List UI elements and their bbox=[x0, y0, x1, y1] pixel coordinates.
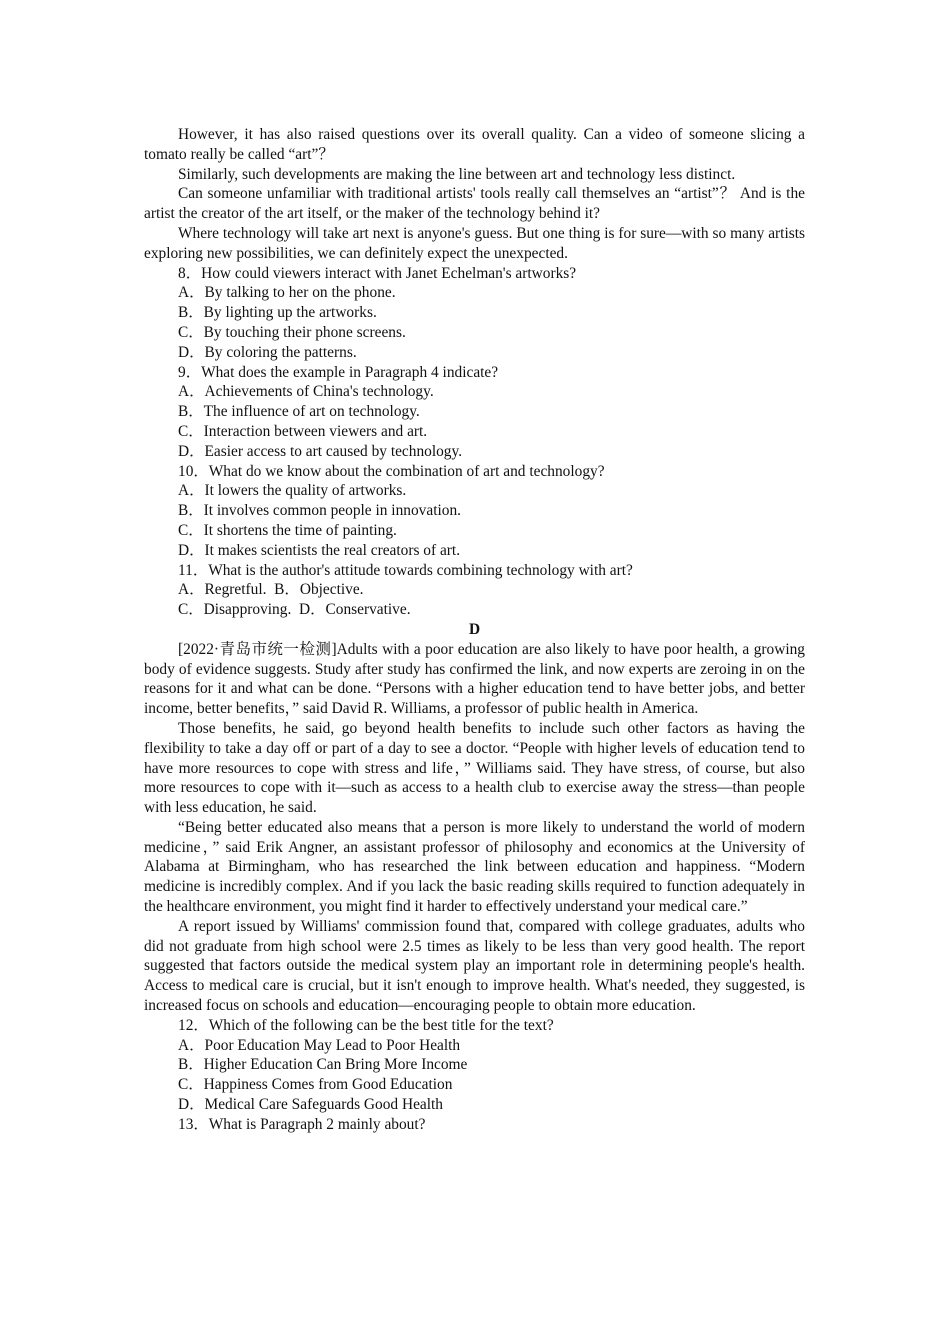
answer-option[interactable]: B．The influence of art on technology. bbox=[178, 403, 420, 421]
answer-option[interactable]: A．Achievements of China's technology. bbox=[178, 383, 434, 401]
question-stem: 8．How could viewers interact with Janet Echelman's artworks? bbox=[178, 264, 577, 282]
passage-paragraph: Can someone unfamiliar with traditional artists' tools really call themselves an “artist”？ And is the artist the creator of the art itself, or the maker of the technology behind it? bbox=[144, 185, 805, 223]
answer-option[interactable]: C．Interaction between viewers and art. bbox=[178, 422, 428, 440]
question-stem: 10．What do we know about the combination of art and technology? bbox=[178, 462, 605, 480]
passage-paragraph: However, it has also raised questions over its overall quality. Can a video of someone slicing a tomato really be called “art”？ bbox=[144, 126, 805, 163]
answer-option[interactable]: C．By touching their phone screens. bbox=[178, 323, 406, 341]
answer-option[interactable]: A．By talking to her on the phone. bbox=[178, 284, 396, 302]
passage-paragraph: [2022·青岛市统一检测]Adults with a poor education are also likely to have poor health, a growing body of evidence suggests. Study after study has confirmed the link, and now experts are zeroing in on the reasons for it and what can be done. “Persons with a higher education tend to have better jobs, and better income, better benefits，” said David R. Williams, a professor of public health in America. bbox=[144, 640, 805, 718]
answer-option[interactable]: D．It makes scientists the real creators of art. bbox=[178, 541, 461, 559]
passage-paragraph: Similarly, such developments are making the line between art and technology less distinct. bbox=[178, 165, 736, 183]
question-stem: 12．Which of the following can be the best title for the text? bbox=[178, 1016, 554, 1034]
section-heading: D bbox=[468, 620, 481, 638]
question-stem: 11．What is the author's attitude towards combining technology with art? bbox=[178, 561, 633, 579]
passage-paragraph: Where technology will take art next is anyone's guess. But one thing is for sure—with so many artists exploring new possibilities, we can definitely expect the unexpected. bbox=[144, 224, 805, 262]
passage-paragraph: Those benefits, he said, go beyond health benefits to include such other factors as having the flexibility to take a day off or part of a day to see a doctor. “People with higher levels of education tend to have more resources to cope with stress and life，” Williams said. They have stress, of course, but also more resources to cope with it—such as access to a health club to exercise away the stress—than people with less education, he said. bbox=[144, 719, 805, 817]
passage-paragraph: “Being better educated also means that a person is more likely to understand the world of modern medicine，” said Erik Angner, an assistant professor of philosophy and economics at the University of Alabama at Birmingham, who has researched the link between education and happiness. “Modern medicine is incredibly complex. And if you lack the basic reading skills required to function adequately in the healthcare environment, you might find it harder to effectively understand your medical care.” bbox=[144, 818, 805, 916]
answer-option[interactable]: D．By coloring the patterns. bbox=[178, 343, 357, 361]
passage-paragraph: A report issued by Williams' commission found that, compared with college graduates, adults who did not graduate from high school were 2.5 times as likely to be less than very good health. The report suggested that factors outside the medical system play an important role in determining people's health. Access to medical care is crucial, but it isn't enough to improve health. What's needed, they suggested, is increased focus on schools and education—encouraging people to obtain more education. bbox=[144, 917, 805, 1015]
answer-option[interactable]: B．Higher Education Can Bring More Income bbox=[178, 1056, 468, 1074]
answer-option[interactable]: D．Medical Care Safeguards Good Health bbox=[178, 1096, 443, 1114]
question-stem: 13．What is Paragraph 2 mainly about? bbox=[178, 1115, 426, 1133]
answer-option-row[interactable]: A．Regretful. B．Objective. bbox=[178, 581, 364, 599]
answer-option[interactable]: D．Easier access to art caused by technology. bbox=[178, 442, 463, 460]
answer-option[interactable]: B．It involves common people in innovation. bbox=[178, 502, 461, 520]
answer-option-row[interactable]: C．Disapproving. D．Conservative. bbox=[178, 601, 411, 619]
question-stem: 9．What does the example in Paragraph 4 indicate? bbox=[178, 363, 499, 381]
answer-option[interactable]: C．It shortens the time of painting. bbox=[178, 521, 397, 539]
answer-option[interactable]: C．Happiness Comes from Good Education bbox=[178, 1076, 453, 1094]
answer-option[interactable]: B．By lighting up the artworks. bbox=[178, 304, 377, 322]
answer-option[interactable]: A．Poor Education May Lead to Poor Health bbox=[178, 1036, 461, 1054]
answer-option[interactable]: A．It lowers the quality of artworks. bbox=[178, 482, 407, 500]
document-page bbox=[144, 125, 805, 1135]
